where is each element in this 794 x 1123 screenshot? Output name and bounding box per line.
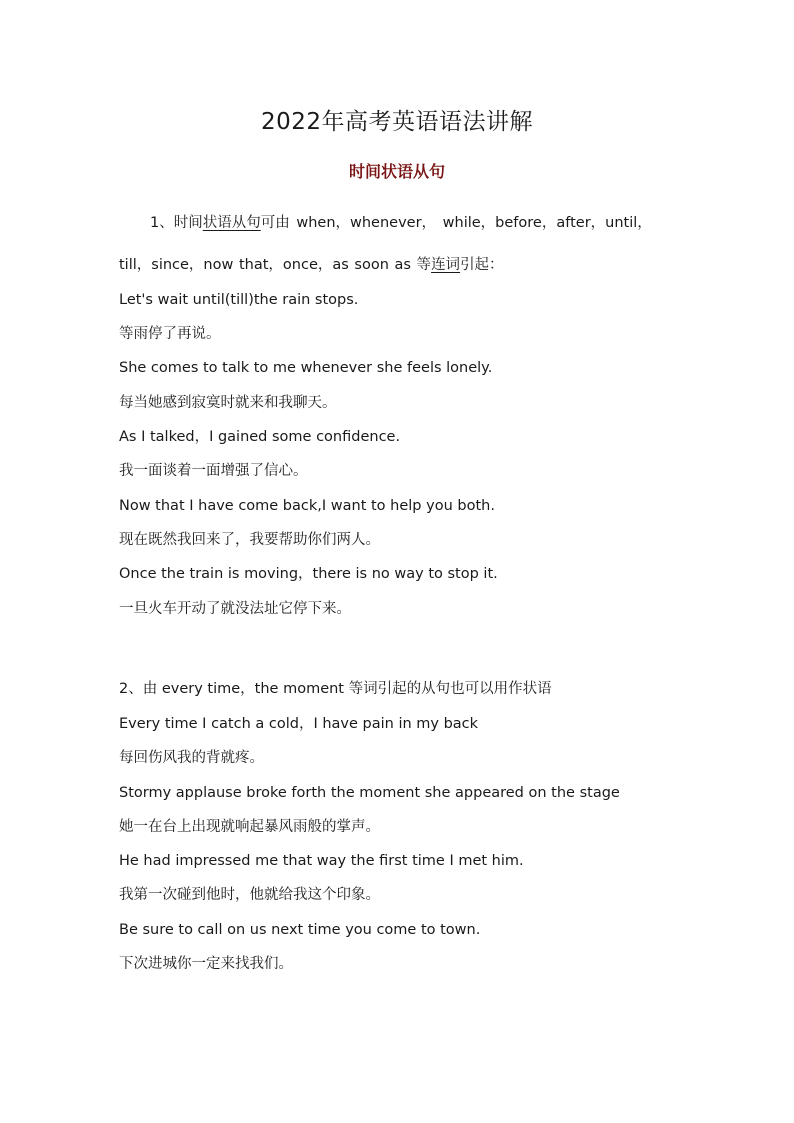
section1-intro-line2 — [119, 255, 504, 275]
intro2-text-b: 引起： — [460, 257, 504, 273]
example-zh: 每当她感到寂寞时就来和我聊天。 — [119, 395, 337, 411]
example-zh: 下次进城你一定来找我们。 — [119, 956, 293, 972]
example-zh: 每回伤风我的背就疼。 — [119, 750, 264, 766]
example-zh: 一旦火车开动了就没法址它停下来。 — [119, 601, 351, 617]
example-zh: 现在既然我回来了，我要帮助你们两人。 — [119, 532, 380, 548]
intro2-underlined-term: 连词 — [431, 257, 461, 273]
example-en: Now that I have come back,I want to help you both. — [119, 498, 495, 514]
document-title: 2022年高考英语语法讲解 — [260, 109, 534, 135]
example-en: Every time I catch a cold，I have pain in my back — [119, 716, 479, 732]
example-en: Let's wait until(till)the rain stops. — [119, 292, 359, 308]
example-en: As I talked，I gained some confidence. — [119, 429, 401, 445]
example-en: She comes to talk to me whenever she feels lonely. — [119, 360, 493, 376]
example-en: Stormy applause broke forth the moment she appeared on the stage — [119, 785, 620, 801]
intro2-text-a: till，since，now that，once，as soon as 等 — [119, 257, 432, 273]
section1-intro-line1 — [150, 213, 652, 233]
example-en: He had impressed me that way the first time I met him. — [119, 853, 524, 869]
example-zh: 等雨停了再说。 — [119, 326, 221, 342]
section-title: 时间状语从句 — [348, 162, 445, 181]
intro1-text-b: 可由 when，whenever， while，before，after，until， — [260, 215, 652, 231]
section2-heading: 2、由 every time，the moment 等词引起的从句也可以用作状语 — [119, 681, 552, 697]
intro1-text-a: 1、时间 — [150, 215, 203, 231]
intro1-underlined-term: 状语从句 — [202, 215, 261, 231]
example-zh: 我第一次碰到他时，他就给我这个印象。 — [119, 887, 380, 903]
example-zh: 我一面谈着一面增强了信心。 — [119, 463, 308, 479]
example-zh: 她一在台上出现就响起暴风雨般的掌声。 — [119, 819, 380, 835]
example-en: Be sure to call on us next time you come to town. — [119, 922, 481, 938]
example-en: Once the train is moving，there is no way to stop it. — [119, 566, 498, 582]
